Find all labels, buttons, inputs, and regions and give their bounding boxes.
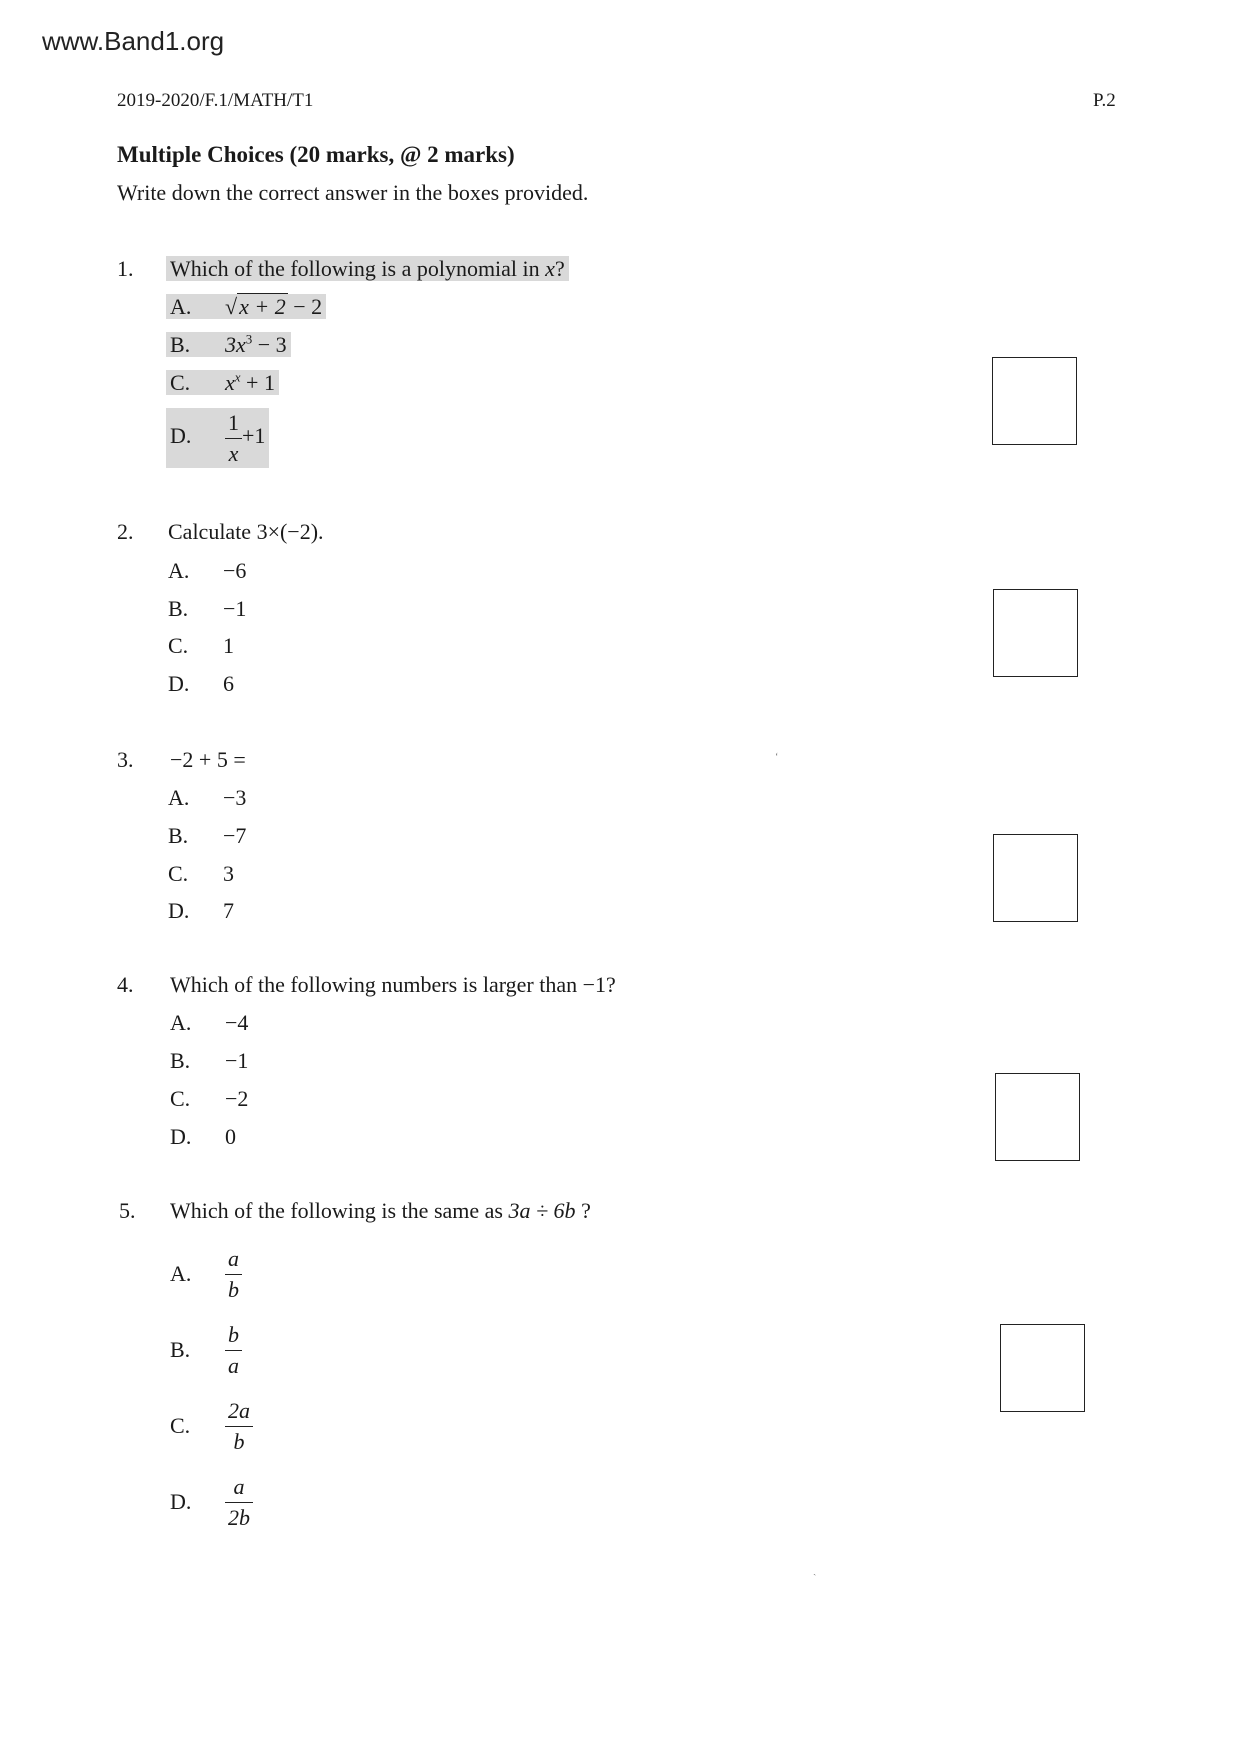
question-4-option-d: D. 0 — [170, 1124, 236, 1149]
question-3-option-b: B. −7 — [168, 823, 247, 848]
question-4-number: 4. — [117, 972, 134, 997]
answer-box-3[interactable] — [993, 834, 1078, 922]
question-5-option-b: B. $\frac{b}{a}$ — [170, 1320, 242, 1380]
question-5-number: 5. — [119, 1198, 136, 1223]
question-1-option-b: B. $3x^3 - 3$ — [166, 332, 291, 358]
question-2-option-b: B. −1 — [168, 596, 247, 621]
question-1-option-d: D. $\frac{1}{x}$ +1 — [166, 408, 269, 468]
question-5-option-c: C. $\frac{2a}{b}$ — [170, 1396, 253, 1456]
question-4-option-b: B. −1 — [170, 1048, 249, 1073]
question-5-text: Which of the following is the same as 3a ÷ 6b ? — [170, 1198, 591, 1223]
question-3-option-c: C. 3 — [168, 861, 234, 886]
question-1-number: 1. — [117, 256, 134, 281]
answer-box-1[interactable] — [992, 357, 1077, 445]
question-1-option-a: A. √x + 2 − 2 — [166, 294, 326, 320]
question-5-option-d: D. $\frac{a}{2b}$ — [170, 1472, 253, 1532]
scan-speck: ʻ — [775, 752, 779, 763]
question-3-text: −2 + 5 = — [170, 747, 246, 772]
question-1-option-c: C. $x^x + 1$ — [166, 370, 279, 396]
question-2-text: Calculate 3×(−2). — [168, 519, 324, 544]
question-4-text: Which of the following numbers is larger than −1? — [170, 972, 616, 997]
question-3-option-a: A. −3 — [168, 785, 247, 810]
answer-box-2[interactable] — [993, 589, 1078, 677]
section-title: Multiple Choices (20 marks, @ 2 marks) — [117, 142, 515, 167]
page-number: P.2 — [1093, 90, 1116, 111]
paper-code: 2019-2020/F.1/MATH/T1 — [117, 90, 314, 111]
question-4-option-c: C. −2 — [170, 1086, 249, 1111]
question-5-option-a: A. $\frac{a}{b}$ — [170, 1244, 242, 1304]
question-2-option-a: A. −6 — [168, 558, 247, 583]
watermark: www.Band1.org — [42, 26, 225, 56]
question-3-option-d: D. 7 — [168, 898, 234, 923]
instructions: Write down the correct answer in the boxes provided. — [117, 180, 589, 205]
question-3-number: 3. — [117, 747, 134, 772]
question-2-number: 2. — [117, 519, 134, 544]
scan-speck: ˏ — [813, 1565, 817, 1576]
answer-box-4[interactable] — [995, 1073, 1080, 1161]
question-2-option-c: C. 1 — [168, 633, 234, 658]
question-2-option-d: D. 6 — [168, 671, 234, 696]
question-4-option-a: A. −4 — [170, 1010, 249, 1035]
question-1-text: Which of the following is a polynomial in x? — [166, 256, 569, 282]
answer-box-5[interactable] — [1000, 1324, 1085, 1412]
